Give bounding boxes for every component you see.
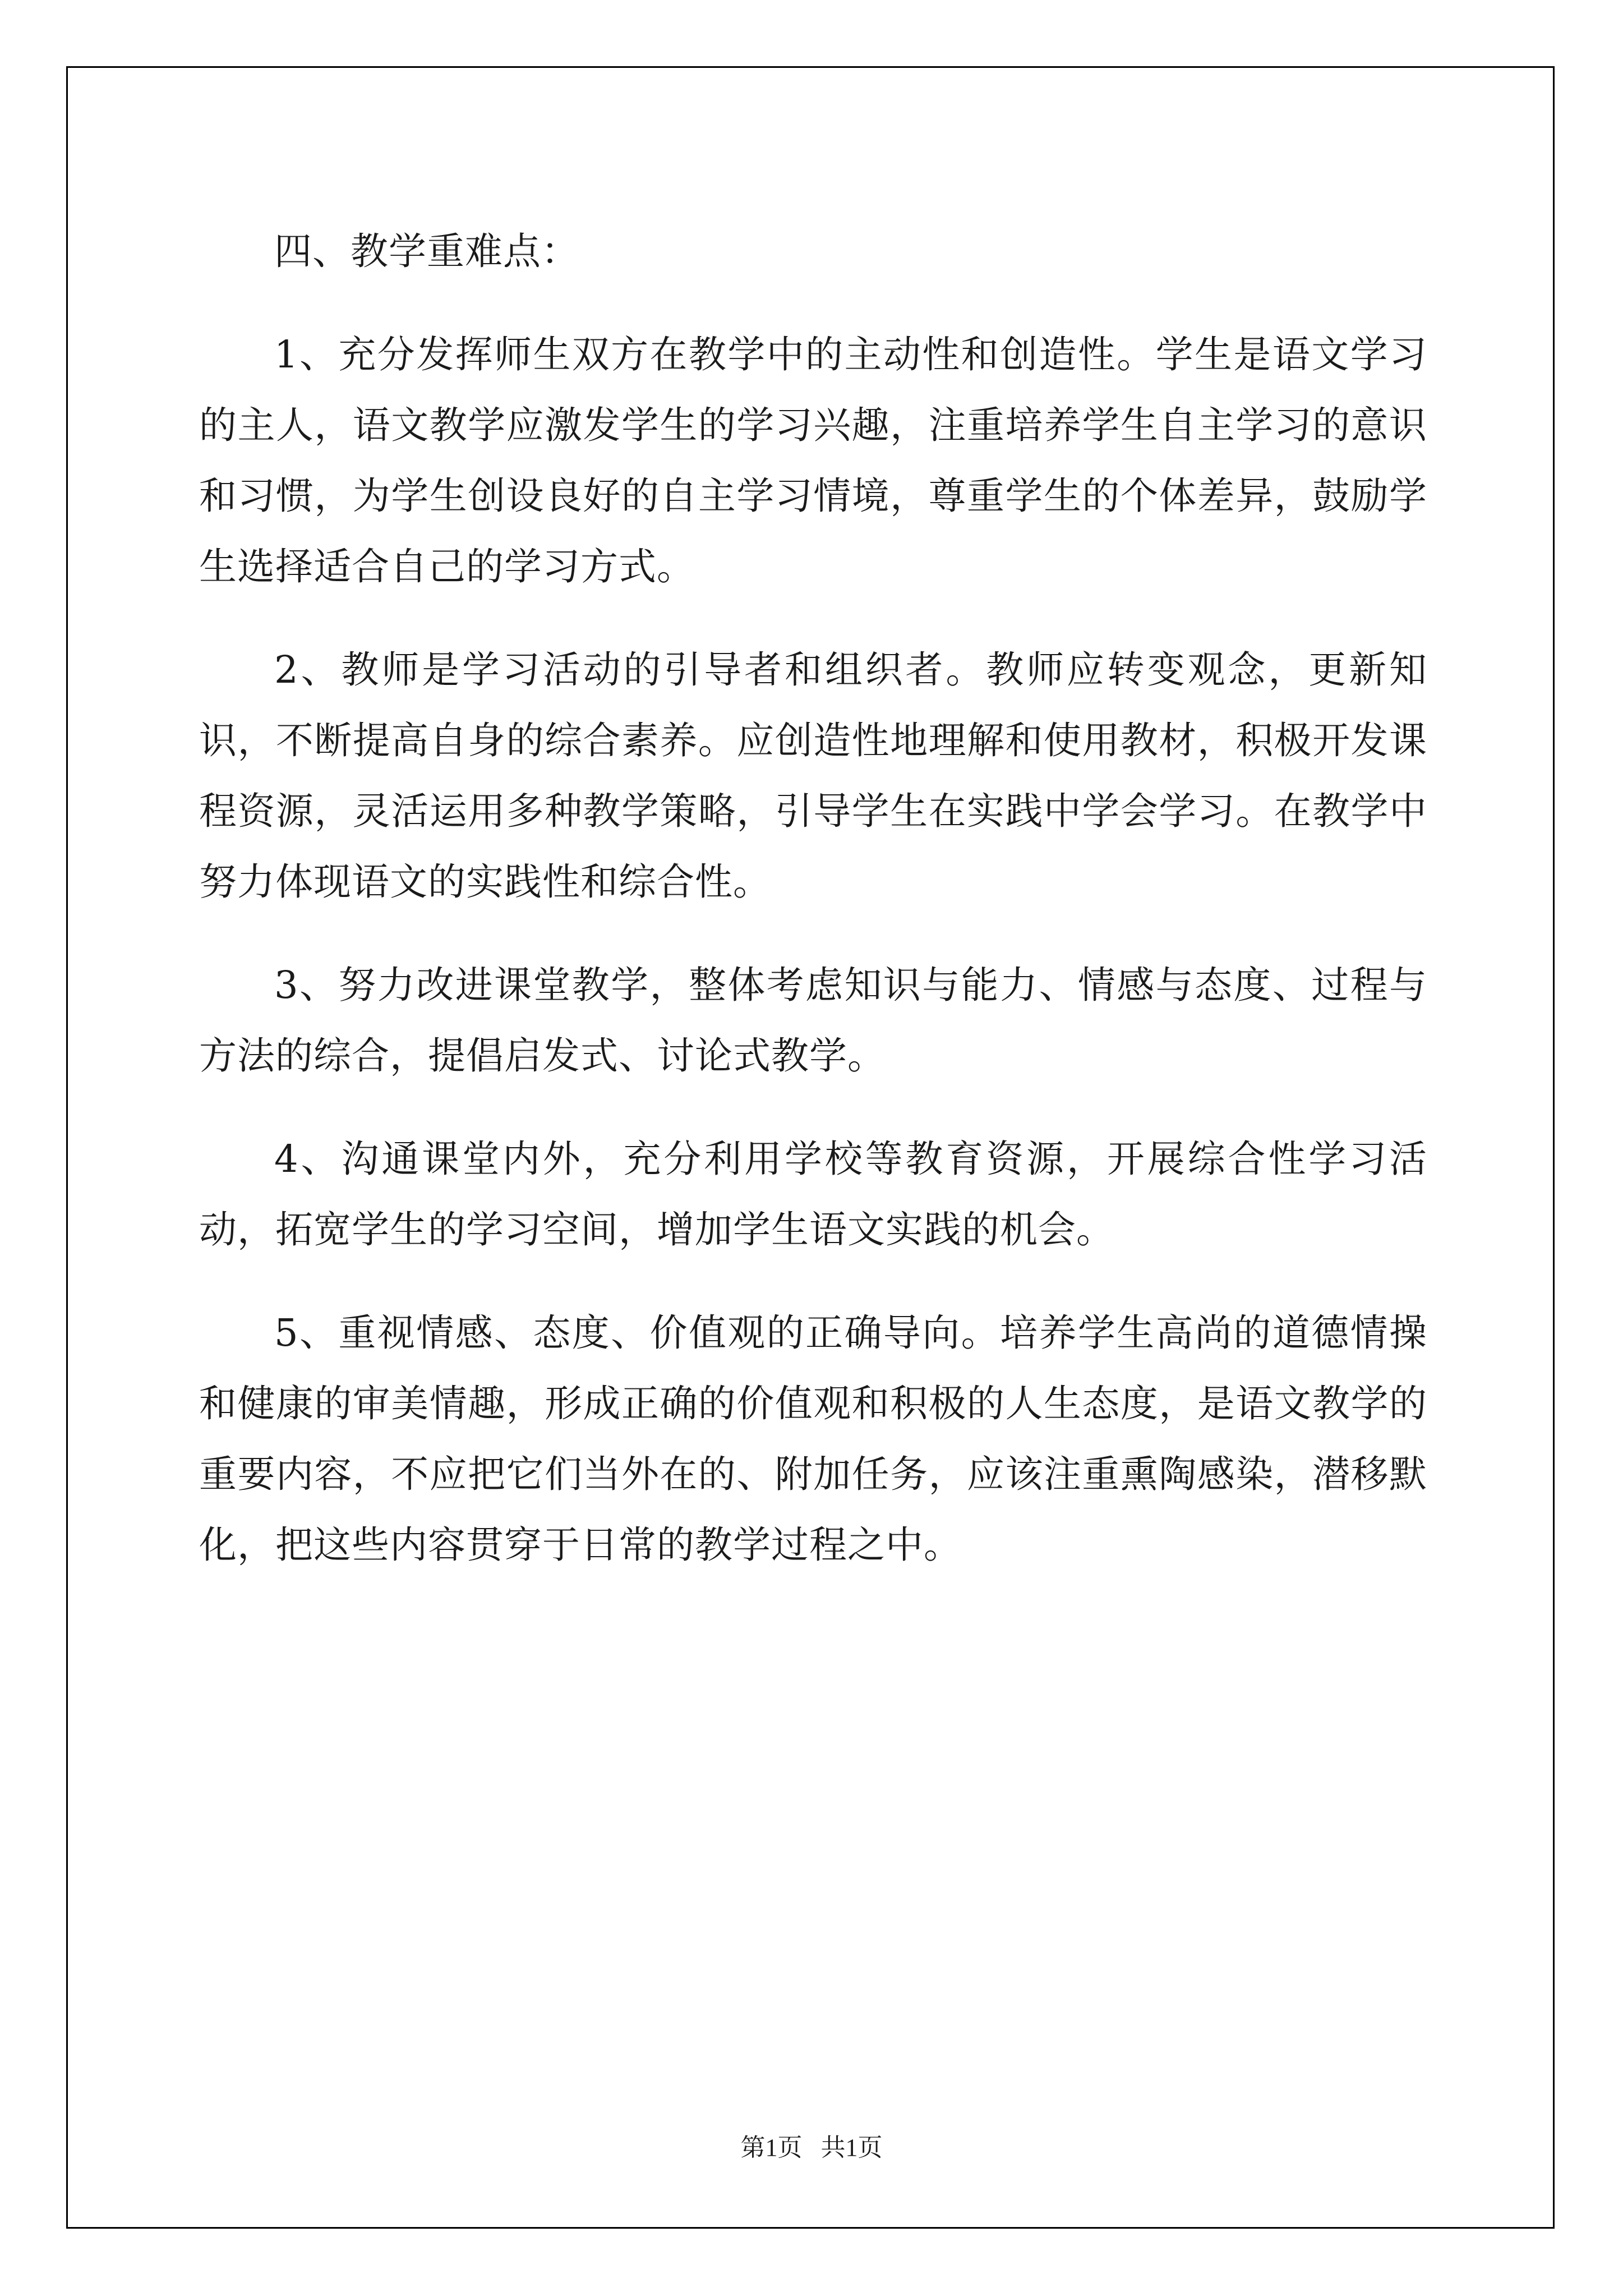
paragraph-5: 5、重视情感、态度、价值观的正确导向。培养学生高尚的道德情操和健康的审美情趣，形成正确的价值观和积极的人生态度，是语文教学的重要内容，不应把它们当外在的、附加任务，应该注重熏陶感染，潜移默化，把这些内容贯穿于日常的教学过程之中。 xyxy=(199,1311,1427,1567)
paragraph-2: 2、教师是学习活动的引导者和组织者。教师应转变观念，更新知识，不断提高自身的综合素养。应创造性地理解和使用教材，积极开发课程资源，灵活运用多种教学策略，引导学生在实践中学会学习。在教学中努力体现语文的实践性和综合性。 xyxy=(199,648,1427,904)
paragraph-1: 1、充分发挥师生双方在教学中的主动性和创造性。学生是语文学习的主人，语文教学应激发学生的学习兴趣，注重培养学生自主学习的意识和习惯，为学生创设良好的自主学习情境，尊重学生的个体差异，鼓励学生选择适合自己的学习方式。 xyxy=(199,333,1427,588)
paragraph-3: 3、努力改进课堂教学，整体考虑知识与能力、情感与态度、过程与方法的综合，提倡启发式、讨论式教学。 xyxy=(199,963,1427,1078)
section-heading: 四、教学重难点： xyxy=(274,229,579,273)
page-number-footer: 第1页 共1页 xyxy=(740,2134,883,2161)
document-body xyxy=(199,216,1427,1613)
paragraph-4: 4、沟通课堂内外，充分利用学校等教育资源，开展综合性学习活动，拓宽学生的学习空间，增加学生语文实践的机会。 xyxy=(199,1137,1427,1251)
